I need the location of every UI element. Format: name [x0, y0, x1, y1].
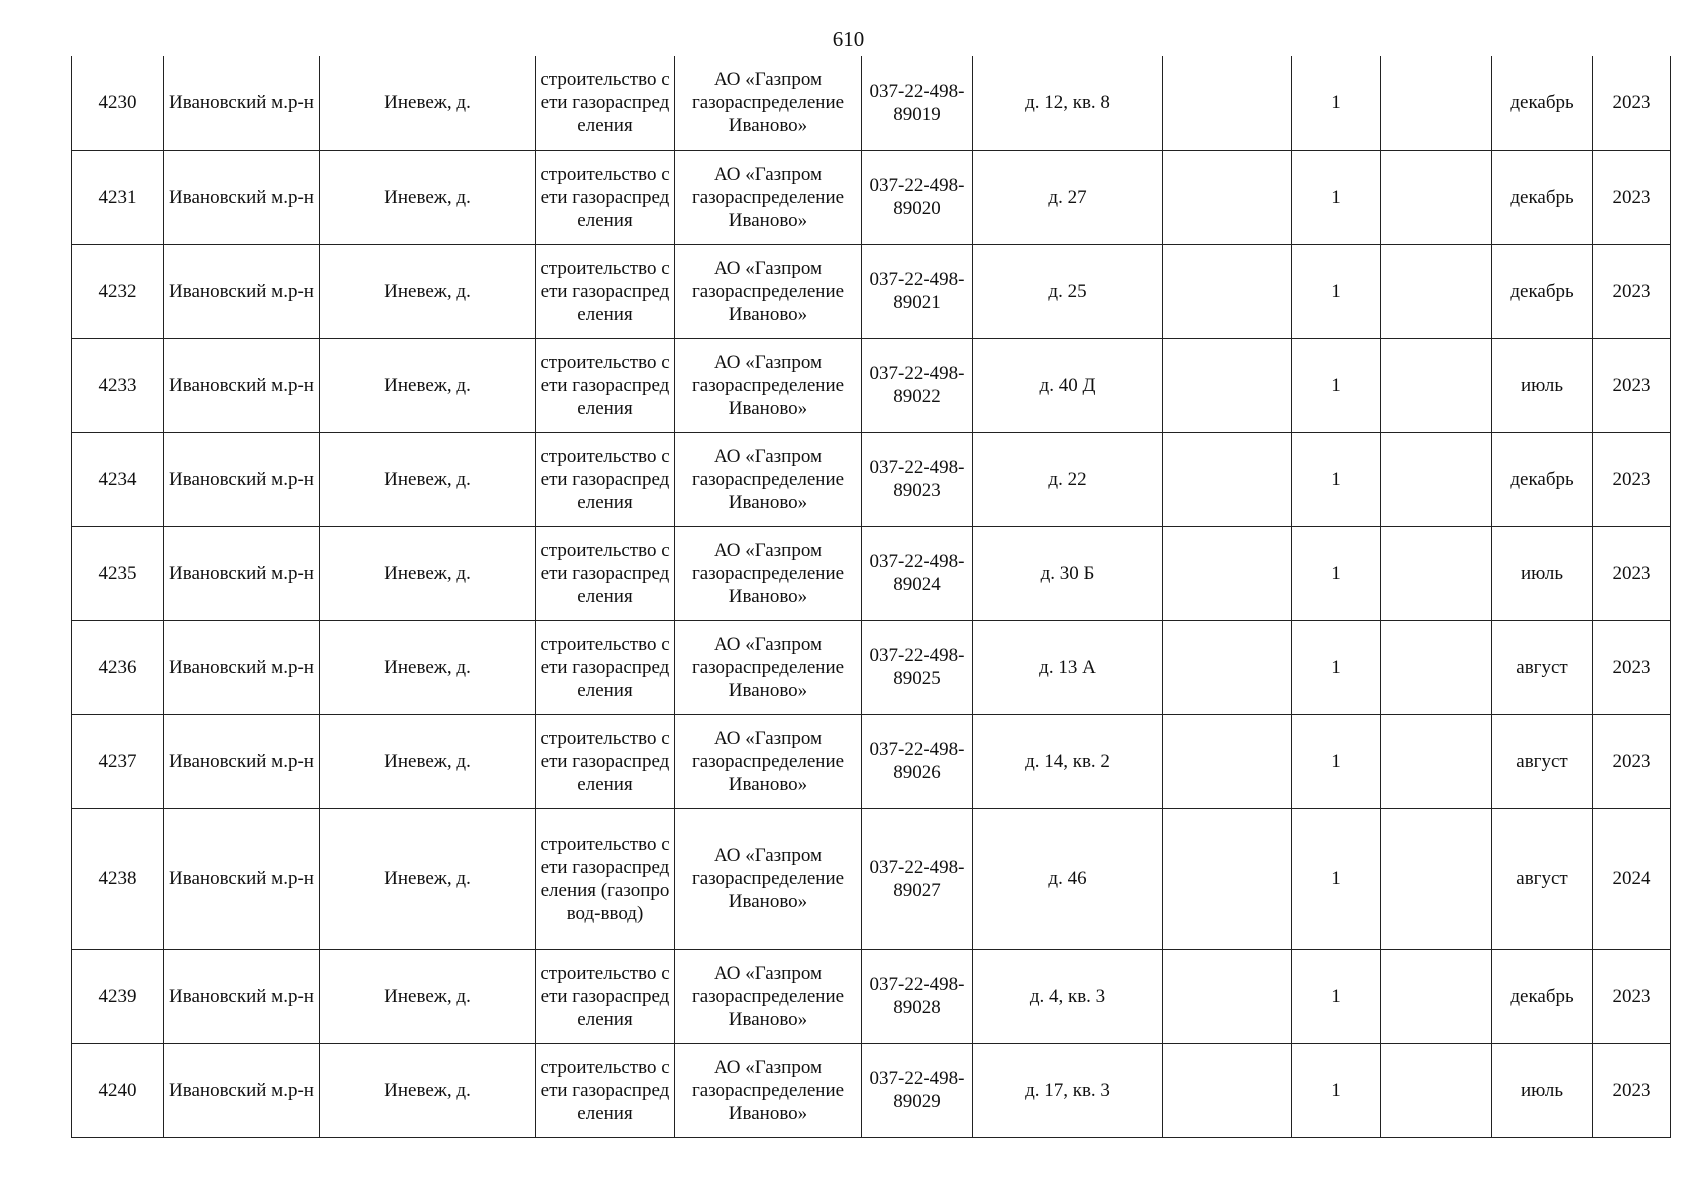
year-cell: 2023: [1593, 949, 1671, 1043]
organization-cell: АО «Газпром газораспределение Иваново»: [675, 526, 862, 620]
settlement-cell: Иневеж, д.: [320, 714, 536, 808]
row-number: 4237: [72, 714, 164, 808]
table-row: [72, 714, 1671, 808]
quantity-cell: 1: [1292, 150, 1381, 244]
month-cell: июль: [1492, 338, 1593, 432]
note-cell: [1381, 620, 1492, 714]
work-type-cell: строительство сети газораспределения: [536, 150, 675, 244]
year-cell: 2023: [1593, 714, 1671, 808]
organization-cell: АО «Газпром газораспределение Иваново»: [675, 620, 862, 714]
extra-cell: [1163, 338, 1292, 432]
district-cell: Ивановский м.р-н: [164, 432, 320, 526]
district-cell: Ивановский м.р-н: [164, 244, 320, 338]
note-cell: [1381, 56, 1492, 150]
row-number: 4238: [72, 808, 164, 949]
organization-cell: АО «Газпром газораспределение Иваново»: [675, 949, 862, 1043]
extra-cell: [1163, 56, 1292, 150]
address-cell: д. 30 Б: [973, 526, 1163, 620]
extra-cell: [1163, 714, 1292, 808]
month-cell: июль: [1492, 1043, 1593, 1137]
extra-cell: [1163, 244, 1292, 338]
month-cell: декабрь: [1492, 949, 1593, 1043]
quantity-cell: 1: [1292, 56, 1381, 150]
code-cell: 037-22-498-89026: [862, 714, 973, 808]
organization-cell: АО «Газпром газораспределение Иваново»: [675, 150, 862, 244]
year-cell: 2023: [1593, 432, 1671, 526]
organization-cell: АО «Газпром газораспределение Иваново»: [675, 808, 862, 949]
address-cell: д. 4, кв. 3: [973, 949, 1163, 1043]
organization-cell: АО «Газпром газораспределение Иваново»: [675, 56, 862, 150]
table-row: [72, 808, 1671, 949]
quantity-cell: 1: [1292, 808, 1381, 949]
row-number: 4240: [72, 1043, 164, 1137]
extra-cell: [1163, 808, 1292, 949]
year-cell: 2023: [1593, 620, 1671, 714]
note-cell: [1381, 338, 1492, 432]
district-cell: Ивановский м.р-н: [164, 150, 320, 244]
month-cell: август: [1492, 808, 1593, 949]
extra-cell: [1163, 150, 1292, 244]
table-row: [72, 432, 1671, 526]
work-type-cell: строительство сети газораспределения: [536, 949, 675, 1043]
district-cell: Ивановский м.р-н: [164, 338, 320, 432]
row-number: 4239: [72, 949, 164, 1043]
row-number: 4234: [72, 432, 164, 526]
year-cell: 2023: [1593, 1043, 1671, 1137]
note-cell: [1381, 244, 1492, 338]
address-cell: д. 17, кв. 3: [973, 1043, 1163, 1137]
note-cell: [1381, 150, 1492, 244]
row-number: 4231: [72, 150, 164, 244]
registry-table: [71, 56, 1671, 1138]
work-type-cell: строительство сети газораспределения: [536, 620, 675, 714]
district-cell: Ивановский м.р-н: [164, 526, 320, 620]
month-cell: декабрь: [1492, 56, 1593, 150]
code-cell: 037-22-498-89021: [862, 244, 973, 338]
district-cell: Ивановский м.р-н: [164, 714, 320, 808]
month-cell: декабрь: [1492, 244, 1593, 338]
table-row: [72, 244, 1671, 338]
district-cell: Ивановский м.р-н: [164, 1043, 320, 1137]
quantity-cell: 1: [1292, 526, 1381, 620]
table-row: [72, 56, 1671, 150]
page-number: 610: [832, 27, 865, 51]
district-cell: Ивановский м.р-н: [164, 808, 320, 949]
work-type-cell: строительство сети газораспределения: [536, 244, 675, 338]
work-type-cell: строительство сети газораспределения: [536, 714, 675, 808]
quantity-cell: 1: [1292, 244, 1381, 338]
settlement-cell: Иневеж, д.: [320, 150, 536, 244]
address-cell: д. 27: [973, 150, 1163, 244]
work-type-cell: строительство сети газораспределения: [536, 432, 675, 526]
work-type-cell: строительство сети газораспределения (газопровод-ввод): [536, 808, 675, 949]
code-cell: 037-22-498-89029: [862, 1043, 973, 1137]
year-cell: 2023: [1593, 338, 1671, 432]
district-cell: Ивановский м.р-н: [164, 949, 320, 1043]
address-cell: д. 12, кв. 8: [973, 56, 1163, 150]
organization-cell: АО «Газпром газораспределение Иваново»: [675, 338, 862, 432]
quantity-cell: 1: [1292, 1043, 1381, 1137]
work-type-cell: строительство сети газораспределения: [536, 526, 675, 620]
extra-cell: [1163, 1043, 1292, 1137]
quantity-cell: 1: [1292, 949, 1381, 1043]
code-cell: 037-22-498-89025: [862, 620, 973, 714]
table-row: [72, 949, 1671, 1043]
settlement-cell: Иневеж, д.: [320, 526, 536, 620]
note-cell: [1381, 526, 1492, 620]
month-cell: август: [1492, 620, 1593, 714]
year-cell: 2023: [1593, 150, 1671, 244]
table-row: [72, 338, 1671, 432]
work-type-cell: строительство сети газораспределения: [536, 1043, 675, 1137]
year-cell: 2023: [1593, 56, 1671, 150]
year-cell: 2023: [1593, 244, 1671, 338]
address-cell: д. 40 Д: [973, 338, 1163, 432]
code-cell: 037-22-498-89019: [862, 56, 973, 150]
address-cell: д. 25: [973, 244, 1163, 338]
note-cell: [1381, 808, 1492, 949]
quantity-cell: 1: [1292, 432, 1381, 526]
district-cell: Ивановский м.р-н: [164, 620, 320, 714]
address-cell: д. 14, кв. 2: [973, 714, 1163, 808]
note-cell: [1381, 949, 1492, 1043]
extra-cell: [1163, 620, 1292, 714]
table-row: [72, 1043, 1671, 1137]
row-number: 4233: [72, 338, 164, 432]
settlement-cell: Иневеж, д.: [320, 620, 536, 714]
code-cell: 037-22-498-89028: [862, 949, 973, 1043]
month-cell: август: [1492, 714, 1593, 808]
settlement-cell: Иневеж, д.: [320, 338, 536, 432]
work-type-cell: строительство сети газораспределения: [536, 56, 675, 150]
work-type-cell: строительство сети газораспределения: [536, 338, 675, 432]
row-number: 4232: [72, 244, 164, 338]
note-cell: [1381, 432, 1492, 526]
address-cell: д. 46: [973, 808, 1163, 949]
year-cell: 2023: [1593, 526, 1671, 620]
code-cell: 037-22-498-89024: [862, 526, 973, 620]
address-cell: д. 13 А: [973, 620, 1163, 714]
code-cell: 037-22-498-89023: [862, 432, 973, 526]
quantity-cell: 1: [1292, 620, 1381, 714]
year-cell: 2024: [1593, 808, 1671, 949]
table-row: [72, 526, 1671, 620]
month-cell: июль: [1492, 526, 1593, 620]
quantity-cell: 1: [1292, 714, 1381, 808]
organization-cell: АО «Газпром газораспределение Иваново»: [675, 432, 862, 526]
settlement-cell: Иневеж, д.: [320, 244, 536, 338]
organization-cell: АО «Газпром газораспределение Иваново»: [675, 244, 862, 338]
note-cell: [1381, 714, 1492, 808]
settlement-cell: Иневеж, д.: [320, 1043, 536, 1137]
quantity-cell: 1: [1292, 338, 1381, 432]
organization-cell: АО «Газпром газораспределение Иваново»: [675, 1043, 862, 1137]
settlement-cell: Иневеж, д.: [320, 56, 536, 150]
settlement-cell: Иневеж, д.: [320, 808, 536, 949]
code-cell: 037-22-498-89022: [862, 338, 973, 432]
extra-cell: [1163, 526, 1292, 620]
code-cell: 037-22-498-89027: [862, 808, 973, 949]
district-cell: Ивановский м.р-н: [164, 56, 320, 150]
code-cell: 037-22-498-89020: [862, 150, 973, 244]
address-cell: д. 22: [973, 432, 1163, 526]
table-row: [72, 150, 1671, 244]
row-number: 4230: [72, 56, 164, 150]
month-cell: декабрь: [1492, 432, 1593, 526]
row-number: 4235: [72, 526, 164, 620]
row-number: 4236: [72, 620, 164, 714]
note-cell: [1381, 1043, 1492, 1137]
settlement-cell: Иневеж, д.: [320, 432, 536, 526]
table-row: [72, 620, 1671, 714]
settlement-cell: Иневеж, д.: [320, 949, 536, 1043]
extra-cell: [1163, 432, 1292, 526]
month-cell: декабрь: [1492, 150, 1593, 244]
extra-cell: [1163, 949, 1292, 1043]
organization-cell: АО «Газпром газораспределение Иваново»: [675, 714, 862, 808]
